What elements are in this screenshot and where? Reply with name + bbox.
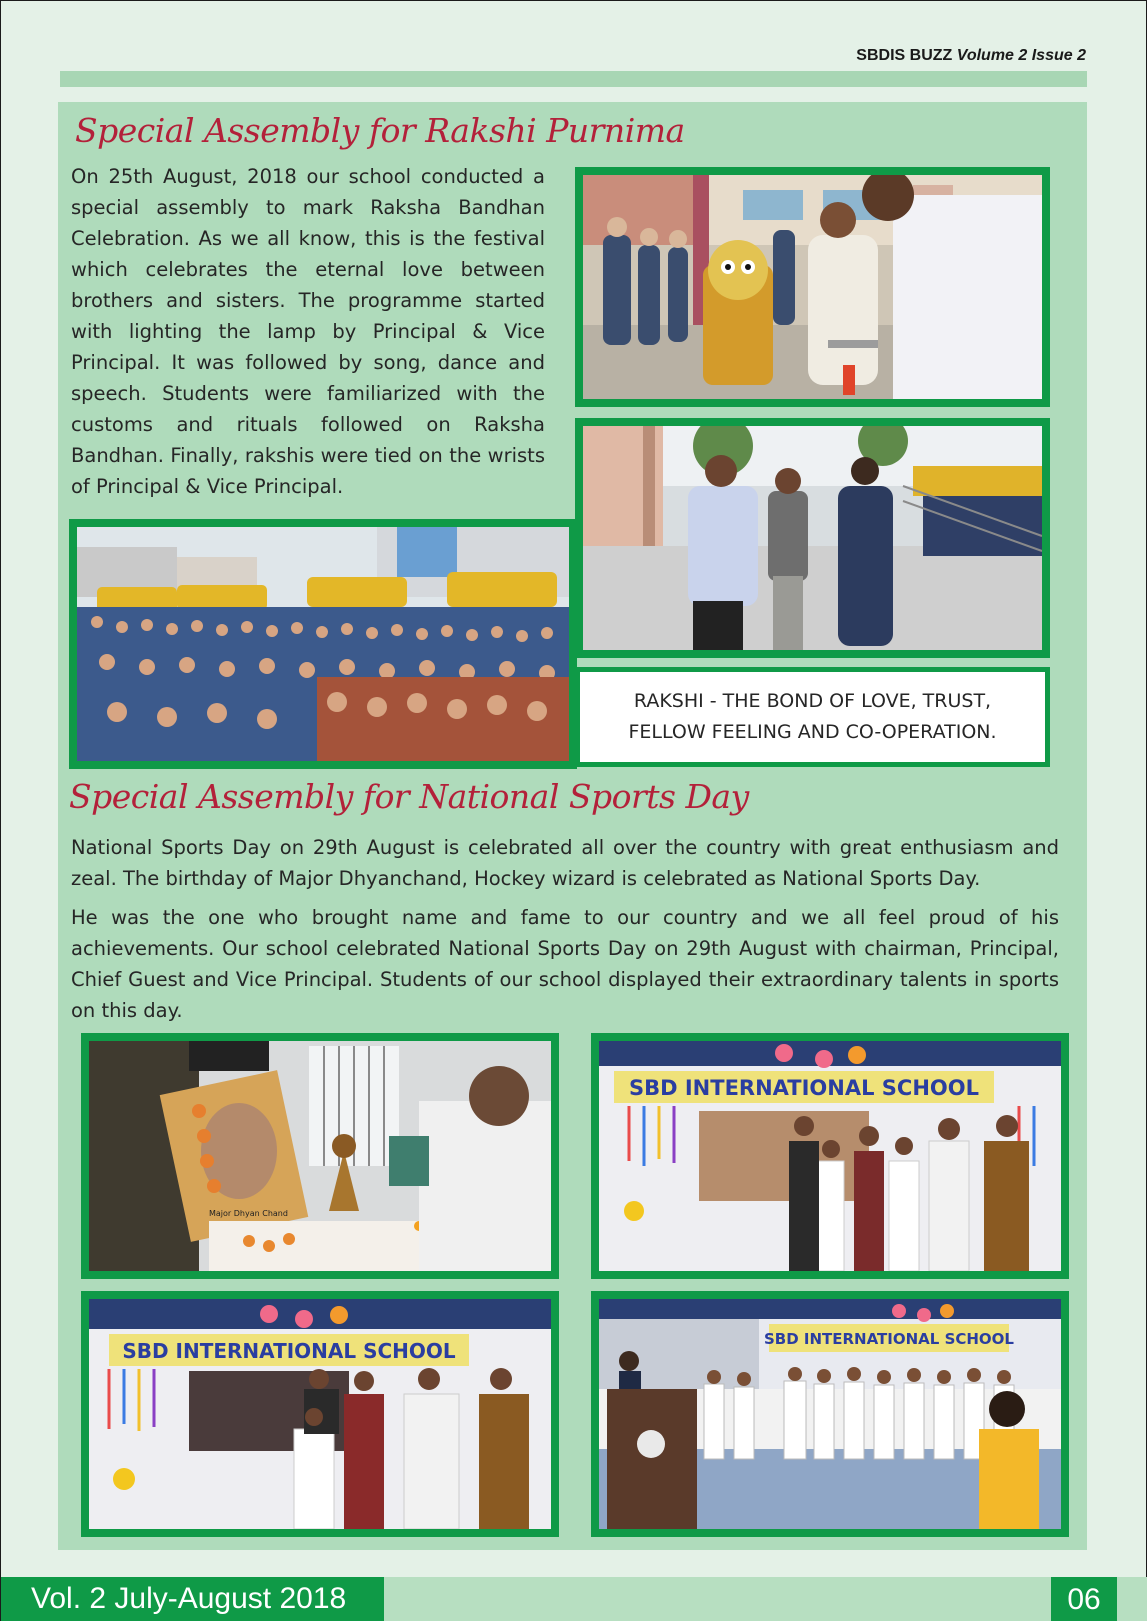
section1-title: Special Assembly for Rakshi Purnima: [75, 111, 685, 150]
prize-distribution-1-image: [599, 1041, 1061, 1271]
footer-volume: Vol. 2 July-August 2018: [1, 1577, 384, 1621]
photo-student-assembly: [69, 519, 577, 769]
footer-end-strip: [1117, 1577, 1147, 1621]
portrait-tribute-image: [89, 1041, 551, 1271]
footer-strip: [384, 1577, 1051, 1621]
photo-prize-distribution-1: [591, 1033, 1069, 1279]
running-header: [856, 47, 1086, 65]
section2-paragraph-1: National Sports Day on 29th August is celebrated all over the country with great enthusiasm and zeal. The birthday of Major Dhyanchand, Hockey wizard is celebrated as National Sports Day.: [71, 836, 1059, 890]
issue-label: Volume 2 Issue 2: [956, 47, 1086, 64]
section1-body: On 25th August, 2018 our school conducted a special assembly to mark Raksha Bandhan Celebration. As we all know, this is the festival which celebrates the eternal love between brothers and sisters. The programme started with lighting the lamp by Principal & Vice Principal. It was followed by song, dance and speech. Students were familiarized with the customs and rituals followed on Raksha Bandhan. Finally, rakshis were tied on the wrists of Principal & Vice Principal.: [71, 165, 545, 498]
rakshi-caption-box: [575, 667, 1050, 767]
page-number: 06: [1051, 1577, 1117, 1621]
portrait-caption: Major Dhyan Chand: [209, 1209, 288, 1218]
photo-lamp-lighting: [575, 167, 1050, 407]
photo-portrait-tribute: [81, 1033, 559, 1279]
prize-distribution-2-image: [89, 1299, 551, 1529]
speech-on-stage-image: [599, 1299, 1061, 1529]
tying-rakhi-image: [583, 426, 1042, 650]
banner-text-3: SBD INTERNATIONAL SCHOOL: [763, 1330, 1015, 1348]
lamp-lighting-image: [583, 175, 1042, 399]
section2-title: Special Assembly for National Sports Day: [69, 777, 749, 816]
student-assembly-image: [77, 527, 569, 761]
photo-prize-distribution-2: [81, 1291, 559, 1537]
banner-text-1: SBD INTERNATIONAL SCHOOL: [628, 1076, 980, 1100]
header-bar: [60, 71, 1087, 87]
photo-speech-on-stage: [591, 1291, 1069, 1537]
caption-line-1: RAKSHI - THE BOND OF LOVE, TRUST,: [633, 690, 992, 712]
photo-tying-rakhi: [575, 418, 1050, 658]
section2-paragraph-2: He was the one who brought name and fame to our country and we all feel proud of his achievements. Our school celebrated National Sports Day on 29th August with chairman, Principal, Chief Guest and Vice Principal. Students of our school displayed their extraordinary talents in sports on this day.: [71, 906, 1059, 1022]
banner-text-2: SBD INTERNATIONAL SCHOOL: [122, 1339, 456, 1363]
publication-name: SBDIS BUZZ: [856, 47, 953, 64]
caption-line-2: FELLOW FEELING AND CO-OPERATION.: [628, 721, 997, 743]
